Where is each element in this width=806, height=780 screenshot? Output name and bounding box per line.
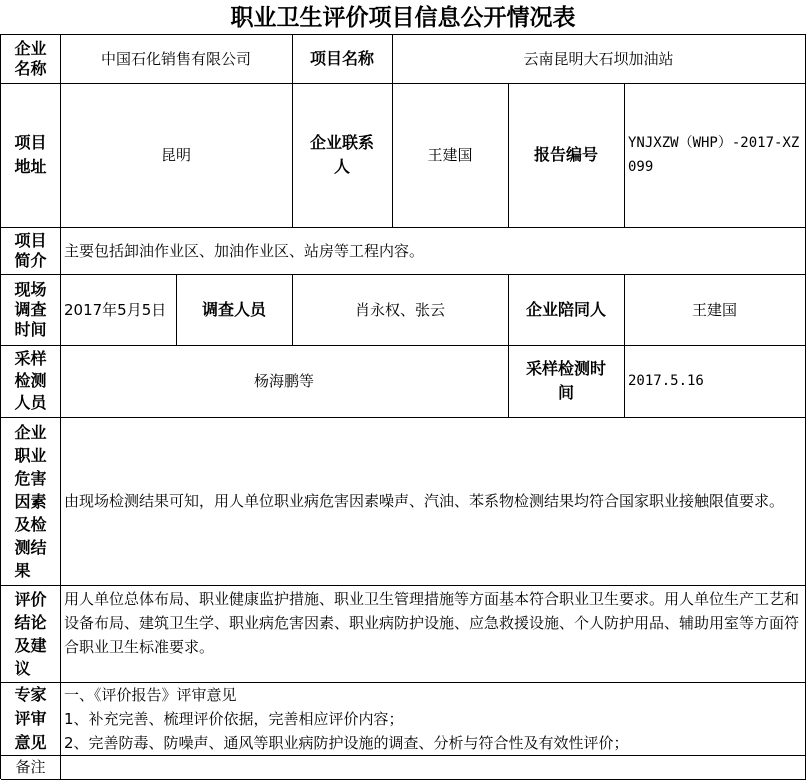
sampling-time-label: 采样检测时 间 — [508, 345, 625, 418]
intro-label: 项目 简介 — [1, 227, 61, 275]
report-no-value: YNJXZW（WHP）-2017-XZ099 — [624, 83, 806, 228]
project-name-value: 云南昆明大石坝加油站 — [392, 35, 806, 84]
accompany-value: 王建国 — [624, 274, 806, 346]
expert-opinion-line: 一、《评价报告》评审意见 — [64, 686, 237, 704]
remark-label: 备注 — [1, 755, 61, 780]
sampling-time-value: 2017.5.16 — [624, 345, 806, 418]
contact-label: 企业联系 人 — [292, 83, 393, 228]
conclusion-value: 用人单位总体布局、职业健康监护措施、职业卫生管理措施等方面基本符合职业卫生要求。用人单位生产工艺和设备布局、建筑卫生学、职业病危害因素、职业病防护设施、应急救援设施、个人防护用品、辅助用室等方面符合职业卫生标准要求。 — [60, 585, 806, 683]
expert-opinions — [60, 682, 806, 756]
expert-label: 专家 评审 意见 — [1, 682, 61, 756]
sampling-staff-label: 采样 检测 人员 — [1, 345, 61, 418]
project-name-label: 项目名称 — [292, 35, 393, 84]
hazard-label: 企业 职业 危害 因素 及检 测结 果 — [1, 417, 61, 586]
intro-value: 主要包括卸油作业区、加油作业区、站房等工程内容。 — [60, 227, 806, 275]
expert-opinion-line: 1、补充完善、梳理评价依据，完善相应评价内容； — [64, 710, 404, 728]
hazard-result-value: 由现场检测结果可知，用人单位职业病危害因素噪声、汽油、苯系物检测结果均符合国家职业接触限值要求。 — [60, 417, 806, 586]
address-value: 昆明 — [60, 83, 293, 228]
remark-value — [60, 755, 806, 780]
survey-time-value: 2017年5月5日 — [60, 274, 177, 346]
info-table — [0, 34, 806, 779]
page-title: 职业卫生评价项目信息公开情况表 — [230, 4, 576, 31]
address-label: 项目 地址 — [1, 83, 61, 228]
accompany-label: 企业陪同人 — [508, 274, 625, 346]
report-no-label: 报告编号 — [508, 83, 625, 228]
company-name-label: 企业 名称 — [1, 35, 61, 84]
investigators-label: 调查人员 — [176, 274, 293, 346]
sampling-staff-value: 杨海鹏等 — [60, 345, 509, 418]
expert-opinion-line: 2、完善防毒、防噪声、通风等职业病防护设施的调查、分析与符合性及有效性评价； — [64, 734, 629, 752]
survey-time-label: 现场 调查 时间 — [1, 274, 61, 346]
conclusion-label: 评价 结论 及建 议 — [1, 585, 61, 683]
investigators-value: 肖永权、张云 — [292, 274, 509, 346]
contact-value: 王建国 — [392, 83, 509, 228]
company-name-value: 中国石化销售有限公司 — [60, 35, 293, 84]
